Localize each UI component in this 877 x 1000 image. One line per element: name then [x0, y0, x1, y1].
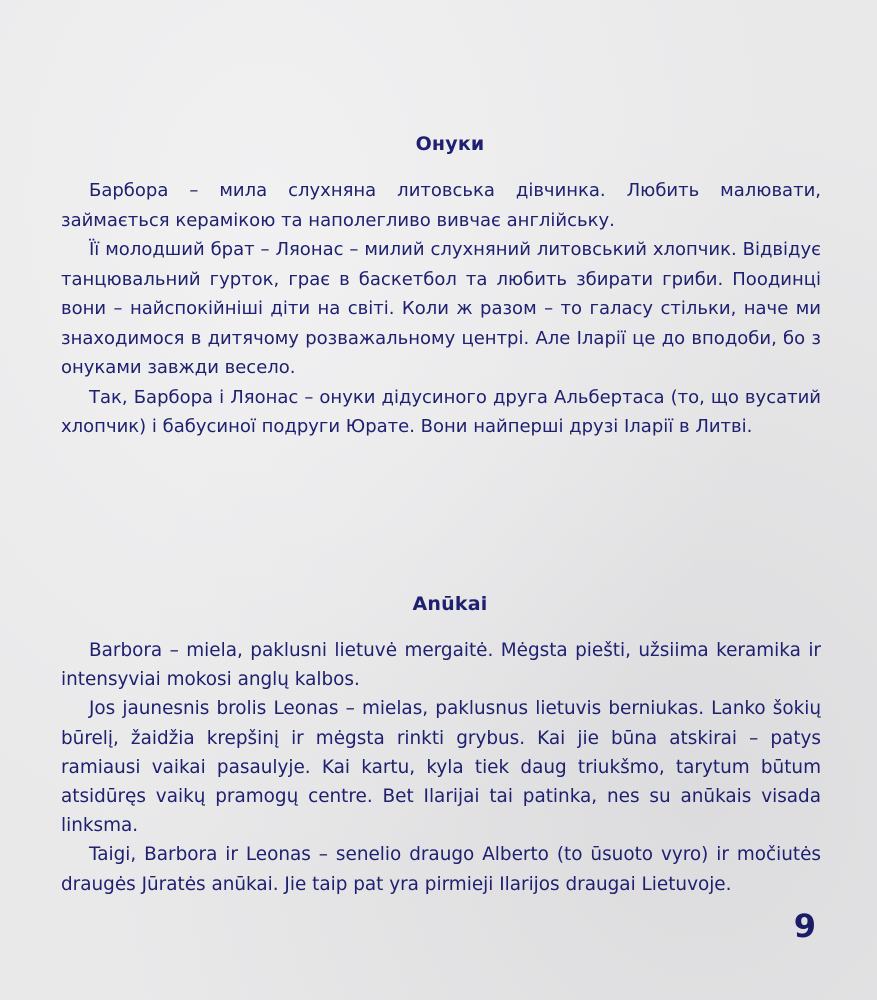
paragraph: Jos jaunesnis brolis Leonas – mielas, paklusnus lietuvis berniukas. Lanko šokių būrelį, žaidžia krepšinį ir mėgsta rinkti grybus. Kai jie būna atskirai – patys ramiausi vaikai pasaulyje. Kai kartu, kyla tiek daug triukšmo, tarytum būtum atsidūręs vaikų pramogų centre. Bet Ilarijai tai patinka, nes su anūkais visada linksma.	[61, 698, 821, 837]
paragraph: Барбора – мила слухняна литовська дівчинка. Любить малювати, займається керамікою та наполегливо вивчає англійську.	[61, 180, 821, 231]
section-title: Anūkai	[412, 593, 488, 615]
paragraph: Taigi, Barbora ir Leonas – senelio draugo Alberto (to ūsuoto vyro) ir močiutės draugės Jūratės anūkai. Jie taip pat yra pirmieji Ilarijos draugai Lietuvoje.	[61, 844, 821, 895]
paragraph: Так, Барбора і Ляонас – онуки дідусиного друга Альбертаса (то, що вусатий хлопчик) і бабусиної подруги Юрате. Вони найперші друзі Іларії в Литві.	[61, 386, 821, 437]
page-number: 9	[793, 907, 816, 945]
paragraph: Barbora – miela, paklusni lietuvė mergaitė. Mėgsta piešti, užsiima keramika ir intensyviai mokosi anglų kalbos.	[61, 640, 821, 691]
section-title: Онуки	[415, 133, 485, 155]
paragraph: Її молодший брат – Ляонас – милий слухняний литовський хлопчик. Відвідує танцювальний гурток, грає в баскетбол та любить збирати гриби. Поодинці вони – найспокійніші діти на світі. Коли ж разом – то галасу стільки, наче ми знаходимося в дитячому розважальному центрі. Але Іларії це до вподоби, бо з онуками завжди весело.	[61, 239, 821, 378]
lithuanian-section	[61, 592, 821, 899]
ukrainian-section	[61, 132, 821, 442]
